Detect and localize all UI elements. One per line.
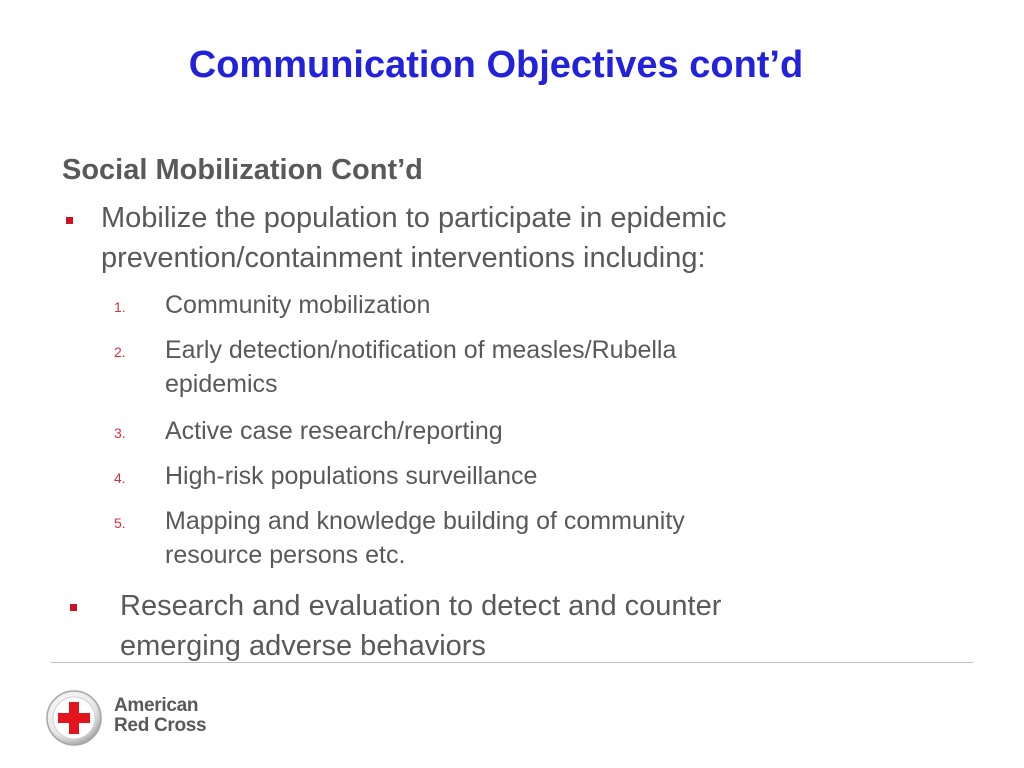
sub-item-number: 2.: [114, 344, 126, 360]
bullet-2: [120, 586, 721, 666]
sub-item: [165, 504, 685, 572]
sub-item: [165, 414, 503, 448]
bullet-marker-1: [66, 217, 73, 224]
bullet-marker-2: [70, 604, 77, 611]
red-cross-emblem-icon: [45, 689, 103, 747]
sub-item-number: 3.: [114, 425, 126, 441]
bullet-2-line-2: emerging adverse behaviors: [120, 630, 486, 662]
slide-title: Communication Objectives cont’d: [188, 44, 804, 86]
sub-item-number: 5.: [114, 515, 126, 531]
bullet-1-line-1: Mobilize the population to participate in epidemic: [101, 202, 727, 234]
sub-item-number: 4.: [114, 470, 126, 486]
bullet-1: [101, 198, 726, 278]
logo-wordmark: [114, 696, 206, 736]
footer-divider: [51, 662, 973, 663]
sub-item: [165, 459, 537, 493]
sub-item-line: resource persons etc.: [165, 541, 406, 569]
american-red-cross-logo: [45, 689, 245, 747]
logo-line-1: American: [114, 695, 199, 716]
sub-item-line: Mapping and knowledge building of community: [165, 507, 685, 535]
sub-item-number: 1.: [114, 299, 126, 315]
sub-item-line: High-risk populations surveillance: [165, 462, 538, 490]
sub-item-line: Active case research/reporting: [165, 417, 503, 445]
section-subheading: Social Mobilization Cont’d: [62, 154, 423, 186]
bullet-1-line-2: prevention/containment interventions including:: [101, 242, 706, 274]
sub-item: [165, 288, 430, 322]
sub-item-line: epidemics: [165, 370, 278, 398]
sub-item: [165, 333, 676, 401]
logo-line-2: Red Cross: [114, 715, 207, 736]
sub-item-line: Community mobilization: [165, 291, 431, 319]
bullet-2-line-1: Research and evaluation to detect and counter: [120, 590, 722, 622]
sub-item-line: Early detection/notification of measles/Rubella: [165, 336, 677, 364]
